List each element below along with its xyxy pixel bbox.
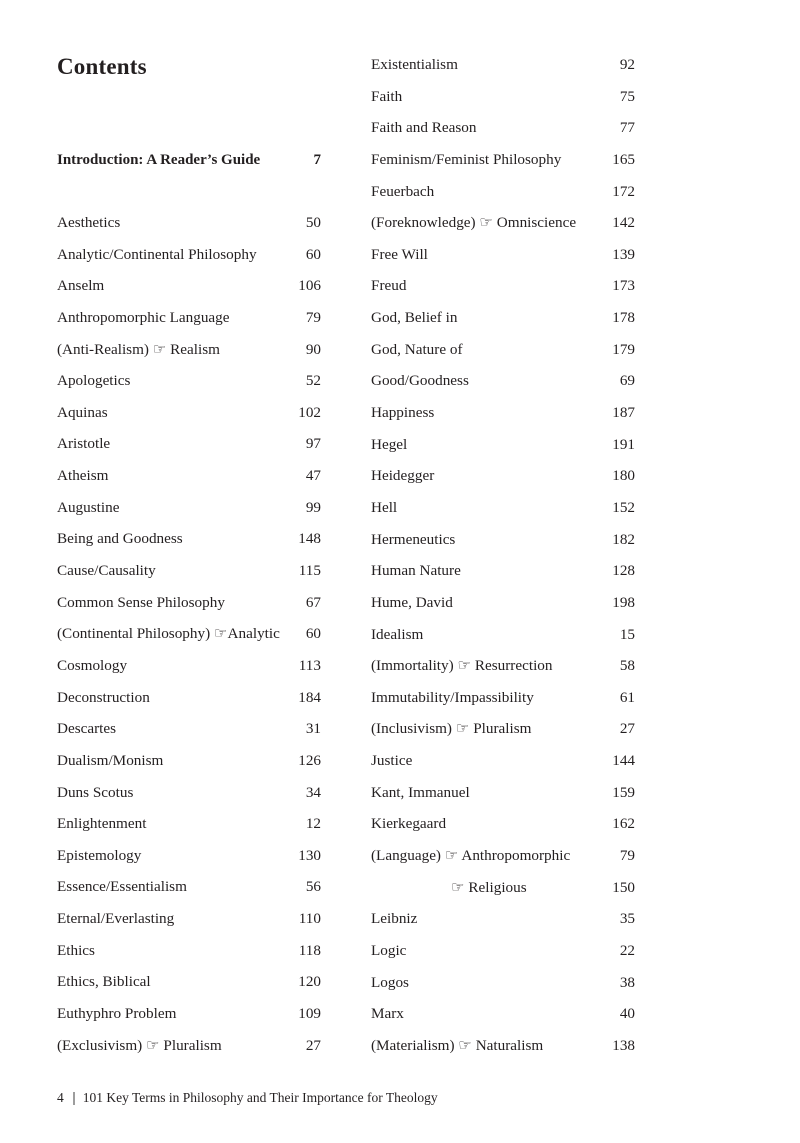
toc-entry-page: 142 — [612, 214, 635, 232]
toc-entry-page: 118 — [298, 941, 321, 959]
toc-entry-page: 120 — [298, 973, 321, 991]
toc-entry[interactable] — [57, 781, 321, 813]
toc-entry-term: Being and Goodness — [57, 530, 183, 548]
toc-entry-page: 139 — [612, 245, 635, 263]
toc-entry-page: 38 — [619, 973, 635, 991]
toc-entry-page: 109 — [298, 1005, 321, 1023]
toc-entry-term: Kierkegaard — [371, 815, 447, 833]
toc-entry[interactable] — [57, 622, 321, 654]
page-footer — [57, 1090, 438, 1106]
footer-book-title: 101 Key Terms in Philosophy and Their Importance for Theology — [82, 1090, 438, 1105]
toc-entry-term: Faith and Reason — [371, 119, 477, 137]
toc-entry-page: 162 — [612, 815, 635, 833]
toc-entry-term: Happiness — [371, 404, 435, 422]
toc-entry[interactable] — [371, 591, 635, 623]
toc-entry-term: God, Nature of — [371, 340, 463, 358]
toc-entry-page: 90 — [305, 340, 321, 358]
toc-entry[interactable] — [371, 496, 635, 528]
contents-right-column — [371, 53, 635, 1066]
toc-entry[interactable] — [57, 559, 321, 591]
toc-entry[interactable] — [57, 844, 321, 876]
toc-entry-page: 27 — [619, 720, 635, 738]
toc-entry[interactable] — [371, 116, 635, 148]
toc-entry[interactable] — [57, 338, 321, 370]
toc-entry-page: 97 — [305, 435, 321, 453]
toc-entry[interactable] — [371, 243, 635, 275]
toc-entry[interactable] — [57, 306, 321, 338]
toc-entry[interactable] — [371, 464, 635, 496]
toc-entry-page: 182 — [612, 530, 635, 548]
toc-entry[interactable] — [371, 401, 635, 433]
toc-entry[interactable] — [371, 876, 635, 908]
toc-entry-page: 60 — [305, 245, 321, 263]
toc-entry-term: Leibniz — [371, 910, 418, 928]
toc-entry-term: Hell — [371, 498, 398, 516]
toc-entry-term: Common Sense Philosophy — [57, 593, 225, 611]
toc-entry-page: 35 — [619, 910, 635, 928]
toc-entry-page: 173 — [612, 277, 635, 295]
toc-entry-term: (Continental Philosophy) ☞Analytic — [57, 625, 280, 643]
toc-entry-page: 178 — [612, 309, 635, 327]
intro-entry[interactable] — [57, 148, 321, 172]
toc-entry-term: (Inclusivism) ☞ Pluralism — [371, 720, 532, 738]
toc-entry-page: 180 — [612, 467, 635, 485]
footer-divider — [73, 1092, 75, 1105]
toc-entry-term: (Language) ☞ Anthropomorphic — [371, 847, 571, 865]
toc-entry[interactable] — [57, 496, 321, 528]
toc-entry-page: 198 — [612, 593, 635, 611]
toc-entry-page: 58 — [619, 657, 635, 675]
toc-entry-page: 12 — [305, 815, 321, 833]
toc-entry[interactable] — [371, 369, 635, 401]
toc-entry[interactable] — [57, 527, 321, 559]
toc-entry-page: 52 — [305, 372, 321, 390]
toc-entry-page: 31 — [305, 720, 321, 738]
toc-entry[interactable] — [57, 1002, 321, 1034]
toc-entry-term: Hume, David — [371, 593, 453, 611]
toc-entry[interactable] — [57, 274, 321, 306]
toc-entry[interactable] — [57, 875, 321, 907]
toc-entry-term: Heidegger — [371, 467, 435, 485]
toc-entry-term: (Materialism) ☞ Naturalism — [371, 1036, 544, 1054]
toc-entry-page: 102 — [298, 403, 321, 421]
toc-entry-term: Human Nature — [371, 562, 461, 580]
toc-entry[interactable] — [57, 591, 321, 623]
toc-entry[interactable] — [57, 717, 321, 749]
toc-entry[interactable] — [371, 53, 635, 85]
toc-entry[interactable] — [57, 369, 321, 401]
toc-entry-page: 184 — [298, 688, 321, 706]
toc-entry[interactable] — [371, 781, 635, 813]
toc-entry-term: Justice — [371, 752, 413, 770]
toc-entry-term: (Anti-Realism) ☞ Realism — [57, 340, 220, 358]
toc-entry-page: 99 — [305, 498, 321, 516]
toc-entry[interactable] — [371, 749, 635, 781]
toc-entry[interactable] — [57, 401, 321, 433]
toc-entry[interactable] — [57, 211, 321, 243]
toc-entry-page: 172 — [612, 182, 635, 200]
toc-entry-page: 138 — [612, 1036, 635, 1054]
toc-entry-term: Aesthetics — [57, 214, 121, 231]
toc-entry[interactable] — [371, 654, 635, 686]
toc-entry[interactable] — [57, 749, 321, 781]
toc-entry[interactable] — [371, 844, 635, 876]
toc-entry-term: Idealism — [371, 625, 424, 643]
toc-entry-term: Ethics — [57, 941, 95, 959]
toc-entry-term: Augustine — [57, 498, 120, 516]
toc-entry-term: God, Belief in — [371, 309, 458, 327]
toc-entry-page: 92 — [619, 56, 635, 73]
toc-entry-term: Free Will — [371, 245, 428, 263]
toc-entry-term: (Immortality) ☞ Resurrection — [371, 657, 553, 675]
intro-label: Introduction: A Reader’s Guide — [57, 152, 261, 168]
toc-entry[interactable] — [371, 180, 635, 212]
toc-entry[interactable] — [371, 939, 635, 971]
toc-entry-page: 144 — [612, 752, 635, 770]
toc-entry-term: Kant, Immanuel — [371, 783, 470, 801]
toc-entry-term: Eternal/Everlasting — [57, 910, 175, 928]
toc-entry-page: 106 — [298, 277, 321, 295]
toc-entry-page: 187 — [612, 404, 635, 422]
toc-entry-page: 60 — [305, 625, 321, 643]
toc-entry-term: Enlightenment — [57, 815, 147, 833]
toc-entry-term: Euthyphro Problem — [57, 1005, 177, 1023]
toc-entry-term: Analytic/Continental Philosophy — [57, 245, 257, 263]
toc-entry-page: 15 — [619, 625, 635, 643]
toc-entry[interactable] — [371, 433, 635, 465]
toc-entry-term: Apologetics — [57, 372, 131, 390]
toc-entry-term: Freud — [371, 277, 407, 295]
toc-entry[interactable] — [371, 907, 635, 939]
toc-entry[interactable] — [371, 717, 635, 749]
toc-entry-term: Existentialism — [371, 56, 458, 73]
toc-entry-term: (Exclusivism) ☞ Pluralism — [57, 1036, 222, 1054]
toc-entry-page: 113 — [298, 656, 321, 674]
toc-entry-page: 75 — [619, 87, 635, 105]
toc-entry-page: 69 — [619, 372, 635, 390]
toc-entry-term: (Foreknowledge) ☞ Omniscience — [371, 214, 577, 232]
toc-entry-page: 79 — [619, 847, 635, 865]
toc-entry[interactable] — [371, 971, 635, 1003]
toc-entry-page: 191 — [612, 435, 635, 453]
toc-entry[interactable] — [57, 970, 321, 1002]
toc-entry-page: 77 — [619, 119, 635, 137]
toc-entry-term: Epistemology — [57, 846, 142, 864]
toc-entry-page: 110 — [298, 910, 321, 928]
toc-entry[interactable] — [371, 686, 635, 718]
toc-entry-term: Deconstruction — [57, 688, 150, 706]
toc-entry[interactable] — [57, 939, 321, 971]
toc-entry[interactable] — [371, 812, 635, 844]
toc-entry-page: 40 — [619, 1005, 635, 1023]
toc-entry-page: 179 — [612, 340, 635, 358]
toc-entry-page: 47 — [305, 467, 321, 485]
toc-entry[interactable] — [57, 812, 321, 844]
toc-entry[interactable] — [57, 464, 321, 496]
toc-entry-term: Hermeneutics — [371, 530, 456, 548]
toc-entry-page: 27 — [305, 1036, 321, 1054]
toc-entry-term: Aquinas — [57, 403, 108, 421]
toc-entry[interactable] — [57, 654, 321, 686]
toc-entry-term: Logos — [371, 973, 409, 991]
toc-entry[interactable] — [371, 148, 635, 180]
toc-entry-term: Dualism/Monism — [57, 751, 164, 769]
toc-entry-page: 148 — [298, 530, 321, 548]
toc-entry-page: 34 — [305, 783, 321, 801]
toc-entry[interactable] — [371, 274, 635, 306]
contents-left-column — [57, 211, 321, 1065]
toc-entry-page: 79 — [305, 308, 321, 326]
toc-entry-page: 61 — [619, 688, 635, 706]
toc-entry-term: Atheism — [57, 467, 109, 485]
toc-entry-term: Marx — [371, 1005, 404, 1023]
toc-entry[interactable] — [371, 211, 635, 243]
toc-entry[interactable] — [371, 306, 635, 338]
intro-page: 7 — [313, 152, 321, 168]
toc-entry-term: Descartes — [57, 720, 117, 738]
toc-entry-page: 67 — [305, 593, 321, 611]
toc-entry-term: Cause/Causality — [57, 562, 156, 580]
toc-entry-term: Duns Scotus — [57, 783, 134, 801]
toc-entry-page: 159 — [612, 783, 635, 801]
toc-entry-page: 126 — [298, 751, 321, 769]
toc-entry[interactable] — [371, 1034, 635, 1066]
toc-entry-term: Anselm — [57, 277, 105, 295]
toc-entry-term: Ethics, Biblical — [57, 973, 151, 991]
toc-entry-term: Aristotle — [57, 435, 111, 453]
toc-entry-term: ☞ Religious — [451, 878, 527, 896]
toc-entry-term: Hegel — [371, 435, 408, 453]
toc-entry-term: Faith — [371, 87, 403, 105]
toc-entry-page: 56 — [305, 878, 321, 896]
toc-entry-term: Feminism/Feminist Philosophy — [371, 150, 562, 168]
toc-entry-term: Immutability/Impassibility — [371, 688, 534, 706]
toc-entry[interactable] — [57, 432, 321, 464]
toc-entry-term: Good/Goodness — [371, 372, 469, 390]
toc-entry[interactable] — [57, 686, 321, 718]
toc-entry-page: 130 — [298, 846, 321, 864]
toc-entry-page: 128 — [612, 562, 635, 580]
toc-entry-term: Cosmology — [57, 656, 128, 674]
toc-entry-term: Essence/Essentialism — [57, 878, 187, 896]
toc-entry-page: 50 — [305, 214, 321, 231]
toc-entry[interactable] — [371, 85, 635, 117]
toc-entry-page: 22 — [619, 941, 635, 959]
toc-entry[interactable] — [371, 1002, 635, 1034]
toc-entry[interactable] — [371, 559, 635, 591]
toc-entry[interactable] — [371, 528, 635, 560]
page-title: Contents — [57, 54, 147, 79]
toc-entry[interactable] — [371, 623, 635, 655]
toc-entry-page: 115 — [298, 562, 321, 580]
toc-entry-page: 152 — [612, 498, 635, 516]
toc-entry-term: Feuerbach — [371, 182, 435, 200]
toc-entry[interactable] — [371, 338, 635, 370]
toc-entry-term: Logic — [371, 941, 407, 959]
toc-entry-term: Anthropomorphic Language — [57, 308, 230, 326]
toc-entry[interactable] — [57, 243, 321, 275]
toc-entry[interactable] — [57, 907, 321, 939]
toc-entry[interactable] — [57, 1034, 321, 1066]
footer-page-number: 4 — [57, 1090, 64, 1105]
toc-entry-page: 150 — [612, 878, 635, 896]
toc-entry-page: 165 — [612, 150, 635, 168]
